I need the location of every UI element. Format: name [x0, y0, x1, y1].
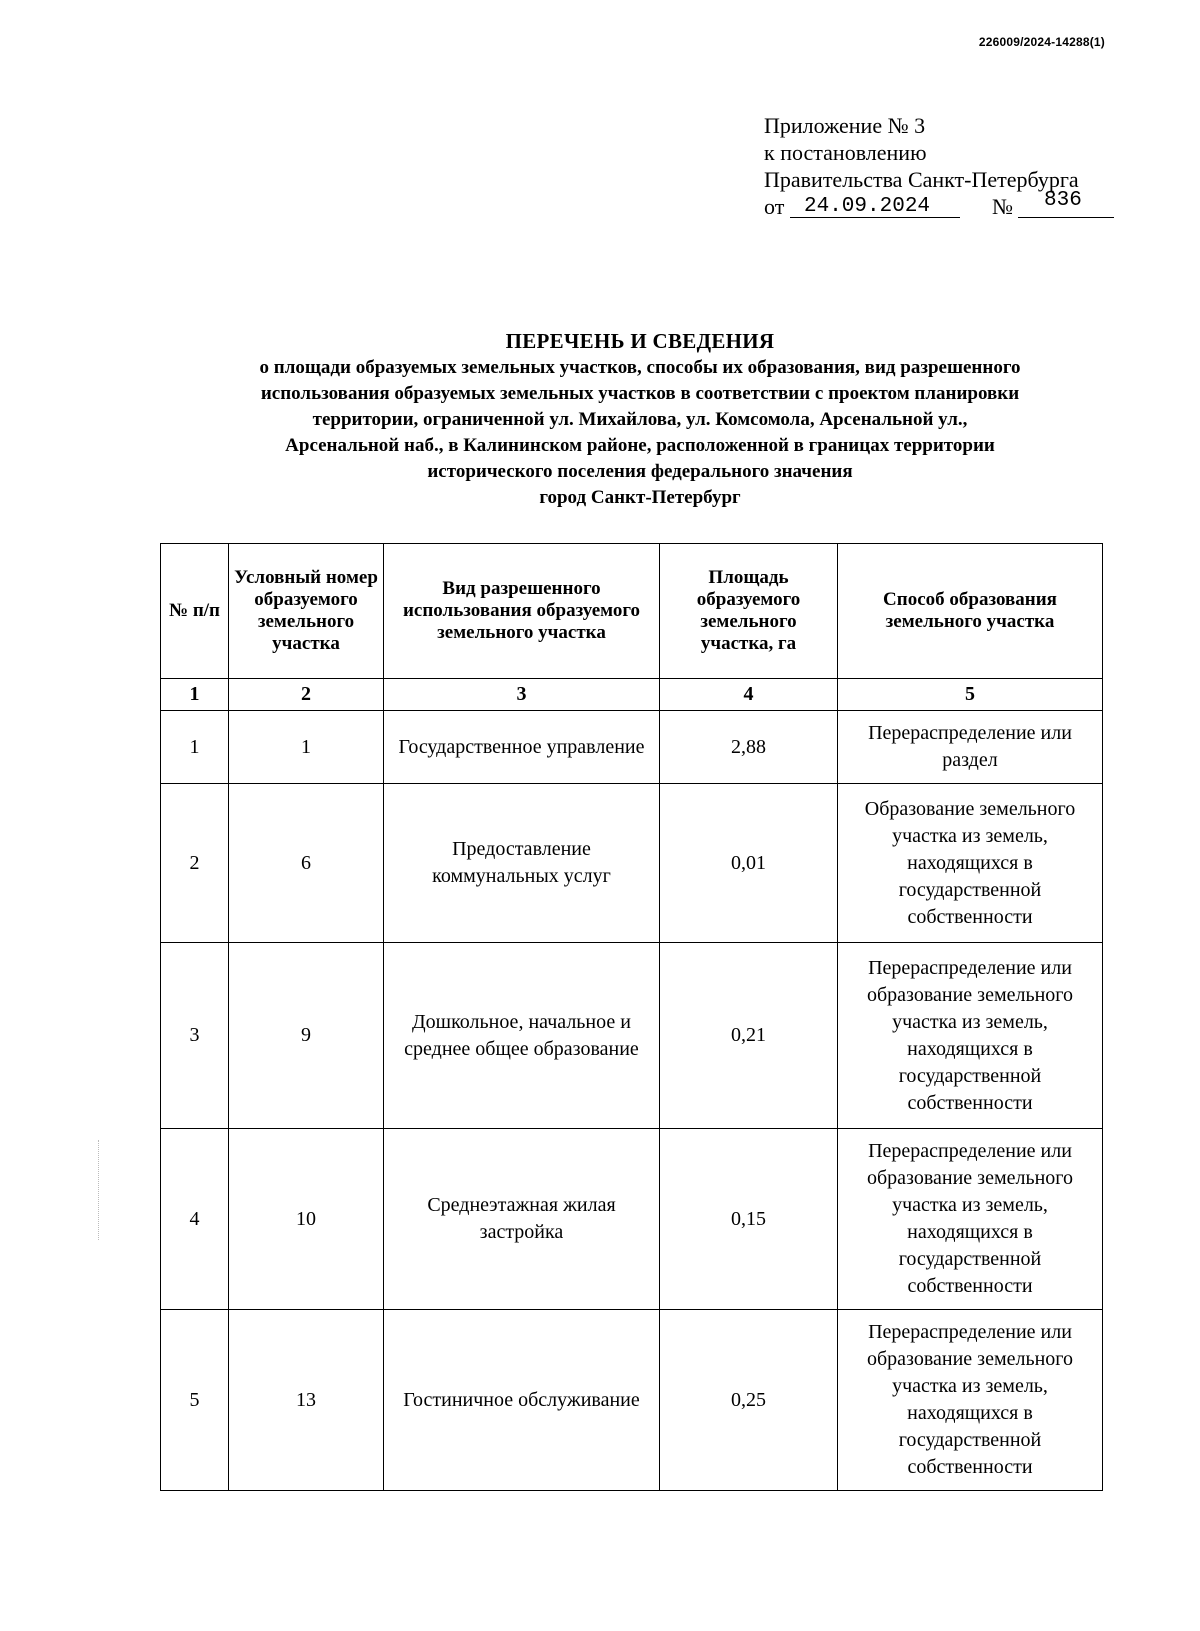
column-number: 2 — [229, 679, 384, 711]
cell-use: Дошкольное, начальное и среднее общее образование — [384, 943, 660, 1129]
number-underline — [1018, 217, 1114, 218]
cell-no: 2 — [161, 784, 229, 943]
cell-plot: 1 — [229, 711, 384, 784]
date-prefix: от — [764, 194, 785, 219]
title-sub-line-2: использования образуемых земельных участков в соответствии с проектом планировки — [260, 383, 1020, 404]
cell-area: 0,25 — [660, 1310, 838, 1491]
cell-use: Государственное управление — [384, 711, 660, 784]
cell-plot: 6 — [229, 784, 384, 943]
registration-number: 226009/2024-14288(1) — [978, 35, 1105, 49]
header-number: № п/п — [161, 544, 229, 679]
number-label: № — [992, 194, 1013, 219]
land-plots-table — [160, 543, 1103, 1491]
cell-area: 0,01 — [660, 784, 838, 943]
cell-plot: 9 — [229, 943, 384, 1129]
cell-no: 5 — [161, 1310, 229, 1491]
cell-use: Гостиничное обслуживание — [384, 1310, 660, 1491]
cell-method: Перераспределение или образование земельного участка из земель, находящихся в государственной собственности — [838, 1310, 1103, 1491]
column-number: 4 — [660, 679, 838, 711]
column-number-row — [161, 679, 1103, 711]
title-sub-line-6: город Санкт-Петербург — [539, 487, 741, 508]
date-value: 24.09.2024 — [804, 195, 931, 218]
table-row — [161, 1310, 1103, 1491]
header-plot-number: Условный номер образуемого земельного участка — [229, 544, 384, 679]
cell-area: 0,21 — [660, 943, 838, 1129]
cell-method: Перераспределение или образование земельного участка из земель, находящихся в государственной собственности — [838, 1129, 1103, 1310]
appendix-block — [764, 112, 1114, 220]
cell-method: Перераспределение или образование земельного участка из земель, находящихся в государственной собственности — [838, 943, 1103, 1129]
cell-use: Предоставление коммунальных услуг — [384, 784, 660, 943]
column-number: 5 — [838, 679, 1103, 711]
header-permitted-use: Вид разрешенного использования образуемого земельного участка — [384, 544, 660, 679]
title-sub-line-5: исторического поселения федерального значения — [427, 461, 853, 482]
cell-area: 0,15 — [660, 1129, 838, 1310]
table-row — [161, 1129, 1103, 1310]
scan-margin-mark — [98, 1140, 101, 1240]
table-header-row — [161, 544, 1103, 679]
title-main: ПЕРЕЧЕНЬ И СВЕДЕНИЯ — [505, 329, 775, 353]
header-area: Площадь образуемого земельного участка, га — [660, 544, 838, 679]
appendix-line-3: Правительства Санкт-Петербурга — [764, 167, 1079, 192]
appendix-date-line — [764, 189, 1114, 220]
title-sub-line-4: Арсенальной наб., в Калининском районе, расположенной в границах территории — [285, 435, 995, 456]
title-sub-line-3: территории, ограниченной ул. Михайлова, ул. Комсомола, Арсенальной ул., — [312, 409, 968, 430]
appendix-line-2: к постановлению — [764, 140, 927, 165]
cell-use: Среднеэтажная жилая застройка — [384, 1129, 660, 1310]
column-number: 1 — [161, 679, 229, 711]
title-sub-line-1: о площади образуемых земельных участков, способы их образования, вид разрешенного — [259, 357, 1021, 378]
cell-plot: 10 — [229, 1129, 384, 1310]
table-row — [161, 711, 1103, 784]
appendix-line-1: Приложение № 3 — [764, 113, 926, 138]
table-row — [161, 943, 1103, 1129]
document-title — [160, 327, 1120, 511]
table-row — [161, 784, 1103, 943]
cell-no: 4 — [161, 1129, 229, 1310]
cell-area: 2,88 — [660, 711, 838, 784]
cell-method: Образование земельного участка из земель, находящихся в государственной собственности — [838, 784, 1103, 943]
cell-plot: 13 — [229, 1310, 384, 1491]
header-formation-method: Способ образования земельного участка — [838, 544, 1103, 679]
number-value: 836 — [1044, 189, 1082, 212]
cell-no: 1 — [161, 711, 229, 784]
cell-no: 3 — [161, 943, 229, 1129]
cell-method: Перераспределение или раздел — [838, 711, 1103, 784]
column-number: 3 — [384, 679, 660, 711]
